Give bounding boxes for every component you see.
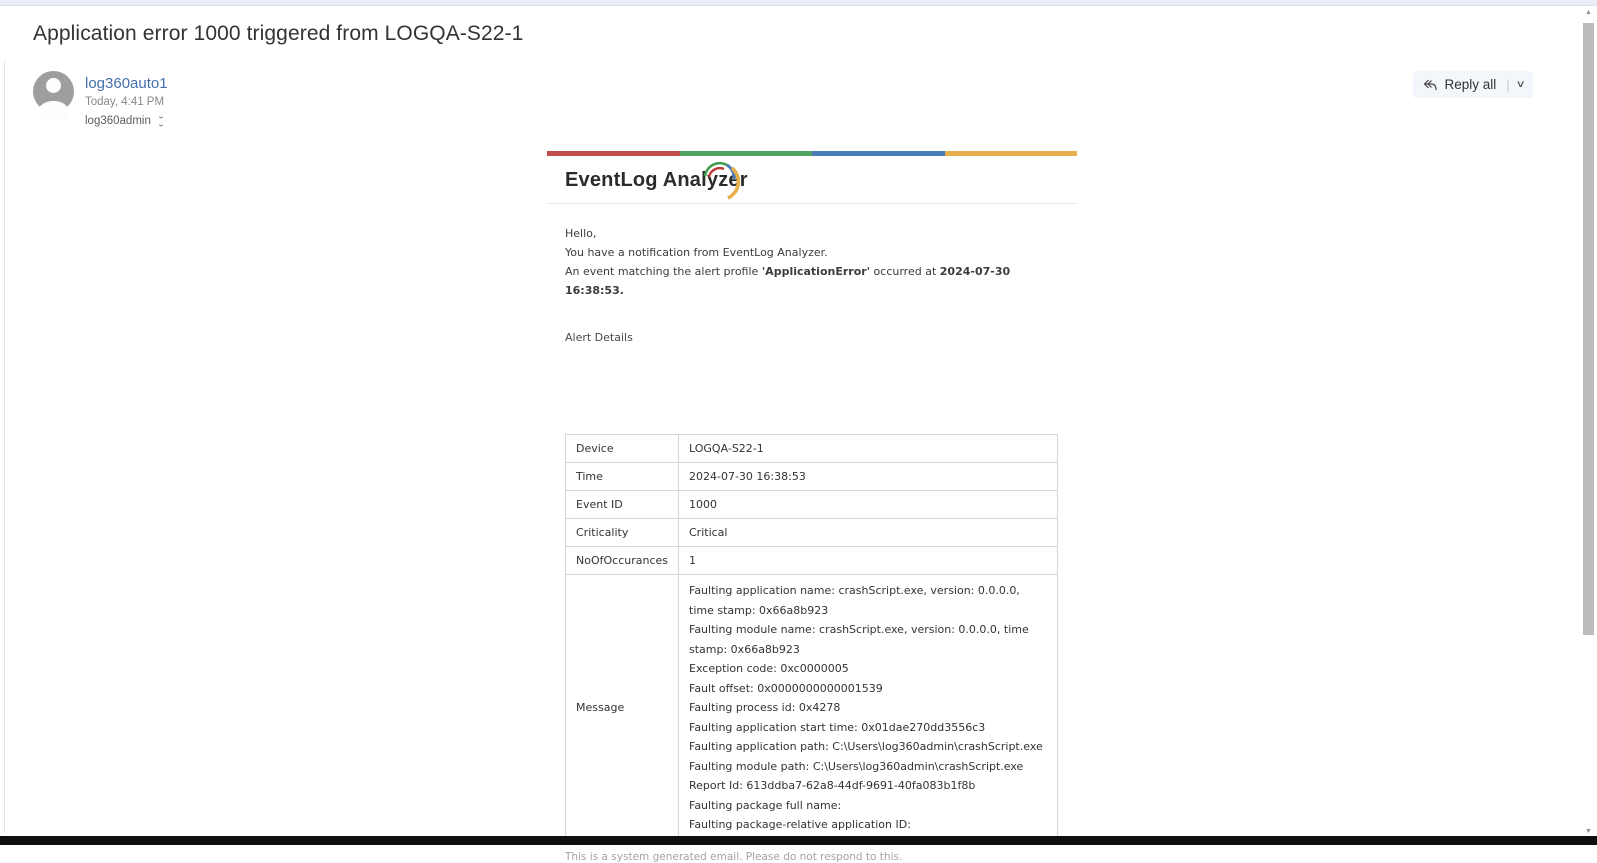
table-row-criticality [566,519,1058,547]
expand-details-icon[interactable]: ⌄ ⌄ [156,112,165,129]
pane-left-border [4,60,5,833]
row-label: Time [566,463,679,491]
table-row-event-id [566,491,1058,519]
message-line: Faulting application name: crashScript.exe, version: 0.0.0.0, time stamp: 0x66a8b923 [689,584,1020,617]
recipient-toggle[interactable] [85,113,168,129]
greeting-line: Hello, [565,227,597,240]
logo-text: EventLog Analyzer [565,169,748,191]
row-value: Critical [679,519,1058,547]
row-label: Message [566,575,679,842]
sender-name-link[interactable]: log360auto1 [85,75,168,92]
email-subject: Application error 1000 triggered from LOGQA-S22-1 [33,22,524,45]
message-line: Faulting application path: C:\Users\log360admin\crashScript.exe [689,740,1043,753]
table-row-occurances [566,547,1058,575]
row-label: Criticality [566,519,679,547]
row-value: 1 [679,547,1058,575]
scroll-up-arrow-icon[interactable]: ▲ [1585,9,1592,16]
event-timestamp: 2024-07-30 16:38:53. [565,265,1011,297]
message-cell [679,575,1058,842]
avatar-person-shoulders [39,101,68,119]
system-email-footer: This is a system generated email. Please do not respond to this. [565,850,903,863]
row-label: NoOfOccurances [566,547,679,575]
logo-swoosh-icon [697,158,739,207]
sender-block [33,71,168,129]
scrollbar-thumb[interactable] [1583,23,1594,635]
message-line: Report Id: 613ddba7-62a8-44df-9691-40fa083b1f8b [689,779,976,792]
avatar-person-icon [46,78,61,93]
message-line: Exception code: 0xc0000005 [689,662,849,675]
event-line: An event matching the alert profile 'ApplicationError' occurred at 2024-07-30 16:38:53. [565,265,1011,297]
bottom-edge-bar [0,836,1597,845]
alert-profile-name: 'ApplicationError' [761,265,871,278]
message-line: Faulting process id: 0x4278 [689,701,841,714]
recipient-name: log360admin [85,115,151,127]
reply-all-icon [1422,78,1438,92]
table-row-message [566,575,1058,842]
row-value: 2024-07-30 16:38:53 [679,463,1058,491]
message-line: Faulting module path: C:\Users\log360admin\crashScript.exe [689,759,1024,773]
message-line: Faulting package-relative application ID: [689,818,911,831]
message-line: Faulting package full name: [689,798,842,812]
reply-options-chevron-icon[interactable]: ∨ [1515,79,1526,90]
notification-line: You have a notification from EventLog Analyzer. [565,246,828,259]
email-body [547,151,1077,863]
alert-details-title: Alert Details [565,331,633,344]
button-divider: | [1506,77,1510,92]
eventlog-analyzer-logo [547,156,1077,204]
message-line: Faulting module name: crashScript.exe, version: 0.0.0.0, time stamp: 0x66a8b923 [689,623,1029,656]
table-row-device [566,435,1058,463]
reply-all-button[interactable] [1413,71,1534,98]
message-line: Faulting application start time: 0x01dae270dd3556c3 [689,720,986,734]
scroll-down-arrow-icon[interactable]: ▼ [1585,828,1592,835]
email-timestamp: Today, 4:41 PM [85,96,165,108]
row-label: Device [566,435,679,463]
alert-details-table [565,434,1058,842]
sender-avatar[interactable] [33,71,74,112]
message-line: Fault offset: 0x0000000000001539 [689,681,883,695]
top-edge-strip [0,0,1597,6]
table-row-time [566,463,1058,491]
row-value: LOGQA-S22-1 [679,435,1058,463]
row-value: 1000 [679,491,1058,519]
vertical-scrollbar[interactable] [1580,6,1597,836]
reply-all-label: Reply all [1444,77,1497,92]
row-label: Event ID [566,491,679,519]
